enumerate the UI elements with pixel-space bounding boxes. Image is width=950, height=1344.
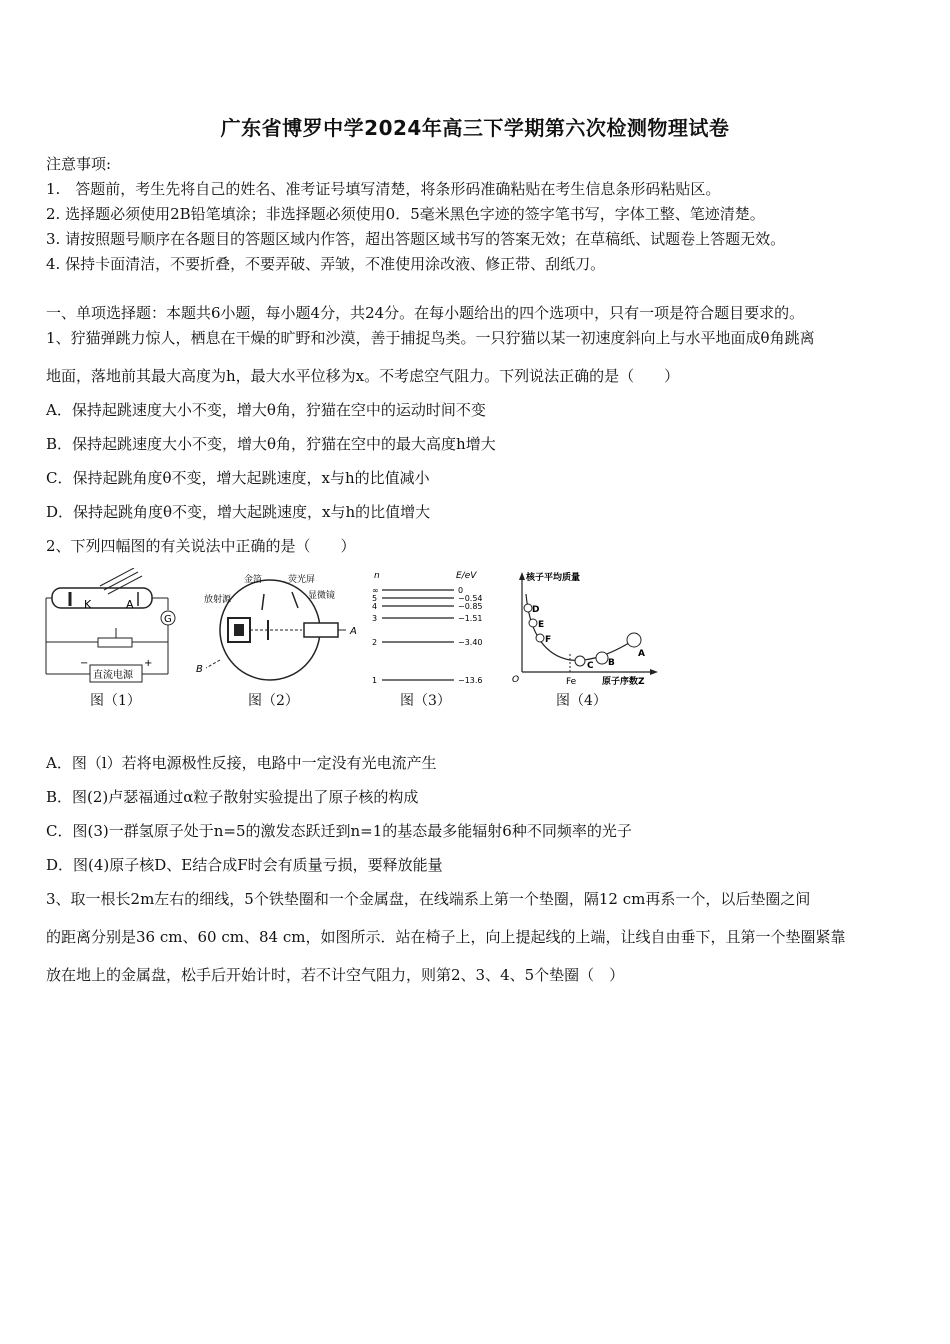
figure-4-nucleon-mass-curve xyxy=(508,568,658,686)
q1-option-b: B．保持起跳速度大小不变，增大θ角，狞猫在空中的最大高度h增大 xyxy=(46,435,496,453)
fe-label: Fe xyxy=(566,677,577,686)
label-screen: 荧光屏 xyxy=(288,575,316,585)
energy-level-e: −1.51 xyxy=(458,614,483,623)
label-microscope: 显微镜 xyxy=(308,591,336,601)
energy-level-n: ∞ xyxy=(372,586,379,595)
energy-level-n: 1 xyxy=(372,676,378,685)
figure-2-caption: 图（2） xyxy=(248,693,299,709)
q2-stem: 2、下列四幅图的有关说法中正确的是（ ） xyxy=(46,537,356,555)
label-foil: 金箔 xyxy=(244,575,263,585)
notice-heading: 注意事项: xyxy=(46,155,112,173)
figure-3-caption: 图（3） xyxy=(400,693,451,709)
q3-stem: 的距离分别是36 cm、60 cm、84 cm，如图所示．站在椅子上，向上提起线的上端，让线自由垂下，且第一个垫圈紧靠 xyxy=(46,928,846,946)
label-minus: − xyxy=(80,658,89,669)
point-e-label: E xyxy=(538,620,545,630)
notice-item: 1. 答题前，考生先将自己的姓名、准考证号填写清楚，将条形码准确粘贴在考生信息条形码粘贴区。 xyxy=(46,180,721,198)
label-plus: + xyxy=(144,658,153,669)
energy-level-n: 5 xyxy=(372,594,378,603)
q2-option-c: C．图(3)一群氢原子处于n=5的激发态跃迁到n=1的基态最多能辐射6种不同频率的光子 xyxy=(46,822,632,840)
q1-stem: 1、狞猫弹跳力惊人，栖息在干燥的旷野和沙漠，善于捕捉鸟类。一只狞猫以某一初速度斜向上与水平地面成θ角跳离 xyxy=(46,329,815,347)
energy-level-e: −3.40 xyxy=(458,638,483,647)
q1-option-c: C．保持起跳角度θ不变，增大起跳速度，x与h的比值减小 xyxy=(46,469,430,487)
phototube xyxy=(52,588,152,608)
energy-level-n: 3 xyxy=(372,614,378,623)
notice-item: 4. 保持卡面清洁，不要折叠，不要弄破、弄皱，不准使用涂改液、修正带、刮纸刀。 xyxy=(46,255,606,273)
q1-option-a: A．保持起跳速度大小不变，增大θ角，狞猫在空中的运动时间不变 xyxy=(46,401,486,419)
figure-1-photoelectric-circuit xyxy=(44,568,184,686)
point-f-label: F xyxy=(545,635,552,645)
power-label: 直流电源 xyxy=(93,670,133,681)
label-g: G xyxy=(164,614,172,625)
label-source: 放射源 xyxy=(204,595,232,605)
energy-level-e: 0 xyxy=(458,586,464,595)
q2-option-a: A．图（l）若将电源极性反接，电路中一定没有光电流产生 xyxy=(46,754,437,772)
point-a-label: A xyxy=(638,649,645,659)
q2-option-b: B．图(2)卢瑟福通过α粒子散射实验提出了原子核的构成 xyxy=(46,788,419,806)
label-position-b: B xyxy=(196,664,203,675)
energy-level-n: 4 xyxy=(372,602,378,611)
energy-level-e: −0.54 xyxy=(458,594,483,603)
notice-item: 2. 选择题必须使用2B铅笔填涂；非选择题必须使用0．5毫米黑色字迹的签字笔书写，字体工整、笔迹清楚。 xyxy=(46,205,765,223)
y-axis-label: 核子平均质量 xyxy=(526,573,581,583)
n-axis-label: n xyxy=(374,571,380,581)
q1-option-d: D．保持起跳角度θ不变，增大起跳速度，x与h的比值增大 xyxy=(46,503,431,521)
origin-label: O xyxy=(512,675,520,685)
q3-stem: 放在地上的金属盘，松手后开始计时，若不计空气阻力，则第2、3、4、5个垫圈（ ） xyxy=(46,966,625,984)
rheostat xyxy=(98,638,132,647)
e-axis-label: E/eV xyxy=(456,571,477,581)
point-d-label: D xyxy=(532,605,540,615)
section-heading: 一、单项选择题：本题共6小题，每小题4分，共24分。在每小题给出的四个选项中，只有一项是符合题目要求的。 xyxy=(46,304,805,322)
figure-2-alpha-scattering xyxy=(190,568,360,686)
point-c-label: C xyxy=(587,661,594,671)
label-k: K xyxy=(84,598,92,611)
notice-item: 3. 请按照题号顺序在各题目的答题区域内作答，超出答题区域书写的答案无效；在草稿纸、试题卷上答题无效。 xyxy=(46,230,786,248)
label-a: A xyxy=(126,598,134,611)
figure-4-caption: 图（4） xyxy=(556,693,607,709)
energy-level-n: 2 xyxy=(372,638,378,647)
page-title: 广东省博罗中学2024年高三下学期第六次检测物理试卷 xyxy=(220,116,730,140)
q1-stem: 地面，落地前其最大高度为h，最大水平位移为x。不考虑空气阻力。下列说法正确的是（ ） xyxy=(46,367,680,385)
point-b-label: B xyxy=(608,658,615,668)
figure-3-energy-levels xyxy=(368,568,498,686)
q3-stem: 3、取一根长2m左右的细线，5个铁垫圈和一个金属盘，在线端系上第一个垫圈，隔12 cm再系一个，以后垫圈之间 xyxy=(46,890,811,908)
x-axis-label: 原子序数Z xyxy=(602,677,645,686)
energy-level-e: −0.85 xyxy=(458,602,483,611)
q2-option-d: D．图(4)原子核D、E结合成F时会有质量亏损，要释放能量 xyxy=(46,856,443,874)
label-position-a: A xyxy=(350,626,357,637)
microscope xyxy=(304,623,338,637)
energy-level-e: −13.6 xyxy=(458,676,483,685)
figure-1-caption: 图（1） xyxy=(90,693,141,709)
